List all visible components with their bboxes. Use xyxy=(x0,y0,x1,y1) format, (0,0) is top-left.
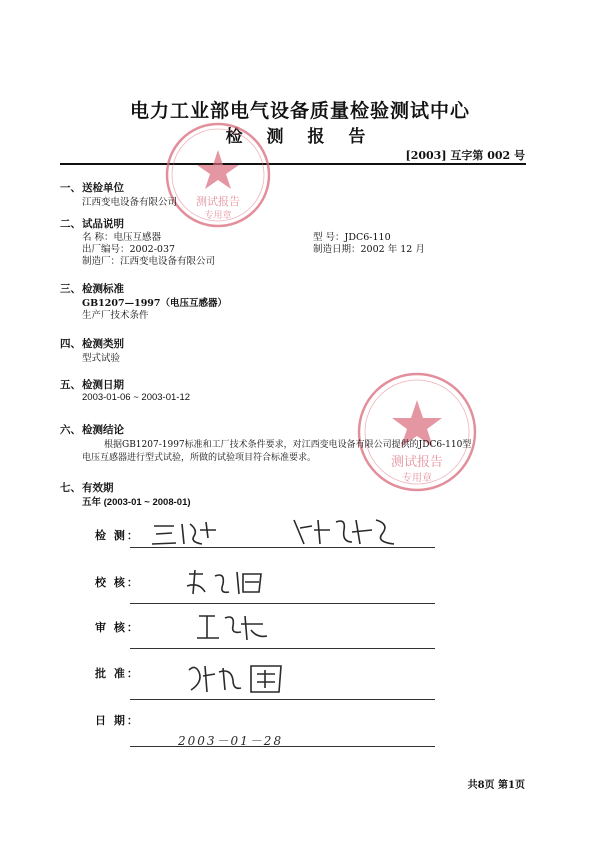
test-dates: 2003-01-06 ~ 2003-01-12 xyxy=(82,392,191,403)
svg-text:测试报告: 测试报告 xyxy=(390,455,444,470)
review-signature-line xyxy=(130,648,435,649)
test-signature-label: 检 测： xyxy=(95,529,140,542)
sample-model: 型 号：JDC6-110 xyxy=(313,232,391,243)
report-title: 电力工业部电气设备质量检验测试中心 xyxy=(129,100,470,122)
approve-signature-line xyxy=(130,699,435,700)
svg-text:专用章: 专用章 xyxy=(204,211,232,221)
official-stamp-top xyxy=(163,120,273,230)
official-stamp-bottom xyxy=(355,370,480,495)
page-counter: 共8页 第1页 xyxy=(467,780,525,791)
sample-serial: 出厂编号：2002-037 xyxy=(82,244,176,255)
document-number: [2003] 互字第 002 号 xyxy=(405,149,525,162)
check-signature-label: 校 核： xyxy=(95,576,140,589)
section-3-heading: 三、检测标准 xyxy=(60,283,124,295)
sample-manufacture-date: 制造日期：2002 年 12 月 xyxy=(313,244,425,255)
section-1-heading: 一、送检单位 xyxy=(60,182,124,194)
test-signature-line xyxy=(130,547,435,548)
conclusion-line-1: 根据GB1207-1997标准和工厂技术条件要求，对江西变电设备有限公司提供的JDC6-110型 xyxy=(104,440,472,450)
date-signature-label: 日 期： xyxy=(95,714,140,727)
sample-name: 名 称：电压互感器 xyxy=(82,232,162,243)
section-4-heading: 四、检测类别 xyxy=(60,338,124,350)
section-7-heading: 七、有效期 xyxy=(60,482,114,494)
review-signature-label: 审 核： xyxy=(95,621,140,634)
sender-unit: 江西变电设备有限公司 xyxy=(82,197,178,208)
section-2-heading: 二、试品说明 xyxy=(60,218,124,230)
check-signature-line xyxy=(130,603,435,604)
review-signature xyxy=(195,610,275,649)
handwritten-date: 2003－01－28 xyxy=(178,734,284,748)
test-category: 型式试验 xyxy=(82,353,121,364)
approve-signature-label: 批 准： xyxy=(95,667,140,680)
report-subtitle: 检 测 报 告 xyxy=(225,127,375,147)
date-signature-line xyxy=(130,746,435,747)
svg-text:专用章: 专用章 xyxy=(402,473,432,484)
validity-period: 五年 (2003-01 ~ 2008-01) xyxy=(82,497,191,508)
standard-line-1: GB1207—1997（电压互感器） xyxy=(82,298,228,309)
standard-line-2: 生产厂技术条件 xyxy=(82,310,149,321)
sample-manufacturer: 制造厂：江西变电设备有限公司 xyxy=(82,256,216,267)
check-signature xyxy=(185,566,275,603)
section-5-heading: 五、检测日期 xyxy=(60,379,124,391)
approve-signature xyxy=(185,660,295,701)
header-divider xyxy=(60,163,526,165)
conclusion-line-2: 电压互感器进行型式试验，所做的试验项目符合标准要求。 xyxy=(82,453,317,463)
section-6-heading: 六、检测结论 xyxy=(60,424,124,436)
svg-text:测试报告: 测试报告 xyxy=(196,195,240,208)
